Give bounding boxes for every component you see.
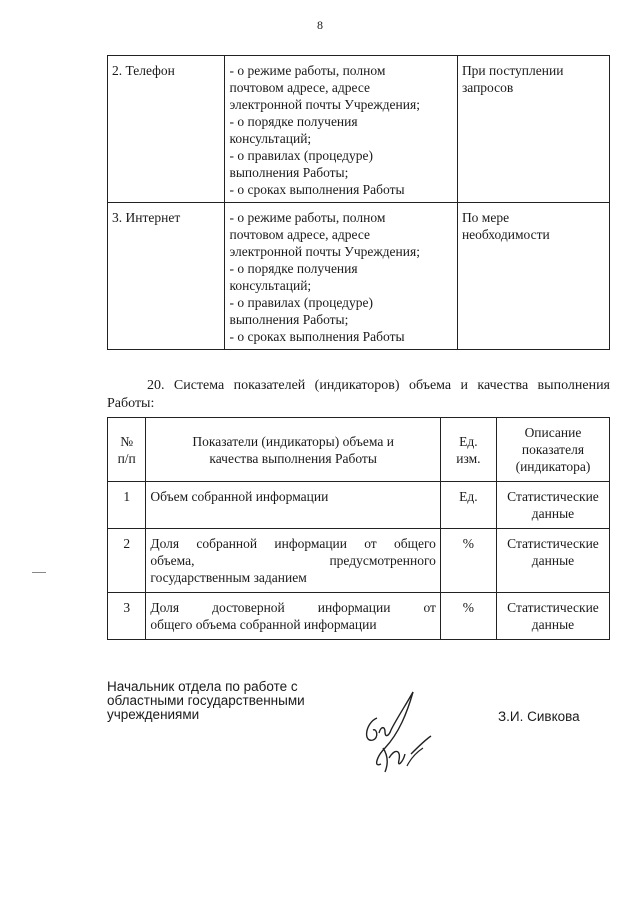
position-line: Начальник отдела по работе с [107, 679, 298, 694]
content-line: - о порядке получения [229, 261, 358, 276]
header-line: Описание [524, 425, 582, 440]
content-line: почтовом адресе, адресе [229, 227, 370, 242]
row-unit: % [440, 593, 496, 640]
position-line: учреждениями [107, 707, 200, 722]
content-line: - о режиме работы, полном [229, 63, 386, 78]
indicator-line: Объем собранной информации [150, 489, 329, 504]
row-description [496, 529, 609, 593]
description-line: Статистические [507, 489, 599, 504]
indicator-line: объема, предусмотренного [150, 553, 436, 568]
section-heading-line: Работы: [107, 396, 155, 411]
header-unit [440, 418, 496, 482]
header-line: № [120, 433, 134, 449]
frequency-line: По мере [461, 210, 510, 225]
row-indicator [146, 482, 441, 529]
row-indicator [146, 593, 441, 640]
content-line: выполнения Работы; [229, 165, 349, 180]
position-line: областными государственными [107, 693, 305, 708]
header-line: п/п [117, 450, 136, 466]
content-line: - о режиме работы, полном [229, 210, 386, 225]
row-unit: Ед. [440, 482, 496, 529]
channel-cell: 2. Телефон [108, 56, 225, 203]
signatory-name: З.И. Сивкова [498, 709, 580, 724]
row-num: 3 [108, 593, 146, 640]
row-description [496, 593, 609, 640]
table-row [108, 482, 610, 529]
content-line: электронной почты Учреждения; [229, 97, 420, 112]
table-row [108, 593, 610, 640]
frequency-line: запросов [461, 80, 514, 95]
page-number: 8 [317, 18, 323, 32]
row-num: 2 [108, 529, 146, 593]
signatory-position [107, 680, 305, 722]
row-unit: % [440, 529, 496, 593]
header-indicator [146, 418, 441, 482]
header-line: Показатели (индикаторы) объема и [192, 433, 394, 449]
content-line: - о правилах (процедуре) [229, 148, 374, 163]
description-line: Статистические [507, 536, 599, 551]
table-header-row [108, 418, 610, 482]
content-line: - о сроках выполнения Работы [229, 329, 405, 344]
indicator-line: общего объема собранной информации [150, 617, 377, 632]
header-line: качества выполнения Работы [209, 450, 377, 466]
handwritten-signature [355, 688, 455, 788]
indicators-table [107, 417, 610, 640]
description-line: Статистические [507, 600, 599, 615]
header-description [496, 418, 609, 482]
content-line: консультаций; [229, 131, 312, 146]
section-heading [107, 377, 610, 413]
table-row [108, 203, 610, 350]
table-row [108, 529, 610, 593]
header-line: Ед. [459, 433, 478, 449]
indicator-line: государственным заданием [150, 570, 307, 585]
description-line: данные [531, 617, 575, 632]
header-line: (индикатора) [515, 459, 591, 474]
table-row [108, 56, 610, 203]
row-indicator [146, 529, 441, 593]
row-description [496, 482, 609, 529]
indicator-line: Доля собранной информации от общего [150, 536, 436, 551]
header-num [108, 418, 146, 482]
content-cell [225, 56, 457, 203]
description-line: данные [531, 506, 575, 521]
section-heading-line: 20. Система показателей (индикаторов) объема и качества выполнения [147, 378, 610, 393]
content-line: выполнения Работы; [229, 312, 349, 327]
frequency-line: необходимости [461, 227, 550, 242]
content-cell [225, 203, 457, 350]
content-line: консультаций; [229, 278, 312, 293]
info-channels-table [107, 55, 610, 350]
frequency-line: При поступлении [461, 63, 564, 78]
row-num: 1 [108, 482, 146, 529]
content-line: - о правилах (процедуре) [229, 295, 374, 310]
indicator-line: Доля достоверной информации от [150, 600, 436, 615]
description-line: данные [531, 553, 575, 568]
frequency-cell [457, 56, 609, 203]
content-line: электронной почты Учреждения; [229, 244, 420, 259]
content-line: - о порядке получения [229, 114, 358, 129]
header-line: показателя [521, 442, 585, 457]
margin-mark [32, 572, 46, 573]
frequency-cell [457, 203, 609, 350]
header-line: изм. [456, 450, 481, 466]
content-line: - о сроках выполнения Работы [229, 182, 405, 197]
content-line: почтовом адресе, адресе [229, 80, 370, 95]
channel-cell: 3. Интернет [108, 203, 225, 350]
